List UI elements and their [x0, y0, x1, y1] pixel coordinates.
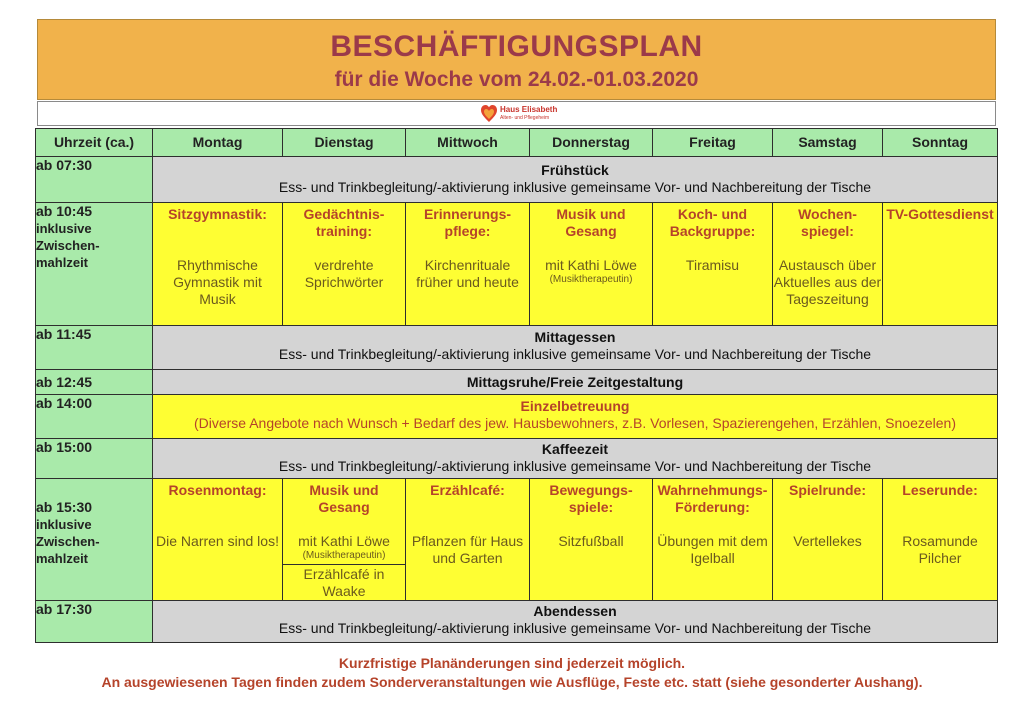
single-care-cell	[153, 395, 998, 439]
activity-desc: Pflanzen für Haus und Garten	[411, 533, 524, 566]
activity-cell	[883, 203, 998, 326]
meal-cell	[153, 157, 998, 203]
table-row	[36, 395, 998, 439]
activity-desc: Austausch über Aktuelles aus der Tageszeitung	[773, 257, 882, 307]
table-row	[36, 203, 998, 326]
service-text: Ess- und Trinkbegleitung/-aktivierung inklusive gemeinsame Vor- und Nachbereitung der Tische	[278, 179, 872, 195]
activity-title: Spielrunde:	[788, 482, 866, 498]
table-row	[36, 326, 998, 370]
activity-desc: Sitzfußball	[558, 533, 624, 549]
logo	[481, 105, 557, 123]
table-row	[36, 157, 998, 203]
activity-title: TV-Gottesdienst	[886, 206, 994, 222]
activity-desc: Kirchenrituale früher und heute	[416, 257, 519, 290]
time-cell	[36, 203, 153, 326]
activity-title: Bewegungs-spiele:	[549, 482, 633, 515]
activity-title: Erinnerungs-pflege:	[423, 206, 512, 239]
time-line: mahlzeit	[36, 255, 89, 270]
time-cell	[36, 479, 153, 601]
time-line: inklusive	[36, 221, 92, 236]
day-header: Samstag	[773, 129, 883, 157]
header-row	[36, 129, 998, 157]
activity-title: Koch- und Backgruppe:	[669, 206, 756, 239]
meal-cell	[153, 326, 998, 370]
activity-desc: mit Kathi Löwe	[298, 533, 390, 549]
activity-cell	[883, 479, 998, 601]
activity-desc: Tiramisu	[685, 257, 740, 273]
table-row	[36, 439, 998, 479]
heart-logo-icon	[481, 105, 497, 123]
activity-cell	[153, 203, 283, 326]
service-text: Ess- und Trinkbegleitung/-aktivierung inklusive gemeinsame Vor- und Nachbereitung der Tische	[278, 458, 872, 474]
activity-desc: mit Kathi Löwe	[545, 257, 637, 273]
time-cell: ab 12:45	[36, 370, 153, 395]
logo-tagline: Alten- und Pflegeheim	[500, 115, 550, 121]
meal-cell	[153, 601, 998, 643]
page-subtitle: für die Woche vom 24.02.-01.03.2020	[334, 68, 699, 91]
logo-band	[37, 101, 996, 126]
plan-header	[37, 19, 996, 100]
day-header: Sonntag	[883, 129, 998, 157]
time-cell: ab 07:30	[36, 157, 153, 203]
activity-desc: Die Narren sind los!	[156, 533, 279, 549]
page-title: BESCHÄFTIGUNGSPLAN	[330, 30, 703, 63]
activity-desc: (Diverse Angebote nach Wunsch + Bedarf des jew. Hausbewohners, z.B. Vorlesen, Spazierengehen, Erzählen, Snoezelen)	[193, 415, 957, 431]
activity-cell	[653, 203, 773, 326]
meal-cell	[153, 370, 998, 395]
service-text: Ess- und Trinkbegleitung/-aktivierung inklusive gemeinsame Vor- und Nachbereitung der Tische	[278, 620, 872, 636]
time-line: ab 15:30	[36, 499, 93, 515]
activity-desc: Vertellekes	[793, 533, 862, 549]
activity-cell	[653, 479, 773, 601]
activity-title: Rosenmontag:	[168, 482, 267, 498]
activity-cell	[773, 479, 883, 601]
activity-cell	[153, 479, 283, 601]
time-header: Uhrzeit (ca.)	[36, 129, 153, 157]
activity-title: Gedächtnis-training:	[303, 206, 385, 239]
day-header: Donnerstag	[530, 129, 653, 157]
time-line: Zwischen-	[36, 534, 100, 549]
activity-title: Leserunde:	[902, 482, 978, 498]
activity-title: Einzelbetreuung	[520, 398, 630, 414]
logo-name: Haus Elisabeth	[500, 105, 558, 114]
activity-cell	[773, 203, 883, 326]
activity-desc: verdrehte Sprichwörter	[304, 257, 384, 290]
activity-cell	[530, 479, 653, 601]
meal-title: Mittagessen	[534, 329, 616, 345]
activity-desc: Rhythmische Gymnastik mit Musik	[173, 257, 262, 307]
activity-cell	[406, 203, 530, 326]
time-cell: ab 15:00	[36, 439, 153, 479]
time-line: ab 10:45	[36, 203, 93, 219]
meal-cell	[153, 439, 998, 479]
activity-title: Erzählcafé:	[430, 482, 505, 498]
activity-note: (Musiktherapeutin)	[549, 274, 633, 285]
activity-desc: Rosamunde Pilcher	[902, 533, 978, 566]
activity-extra: Erzählcafé in Waake	[283, 564, 405, 600]
schedule-table	[35, 128, 998, 643]
activity-title: Sitzgymnastik:	[168, 206, 267, 222]
footer-notes	[0, 654, 1024, 692]
service-text: Ess- und Trinkbegleitung/-aktivierung inklusive gemeinsame Vor- und Nachbereitung der Tische	[278, 346, 872, 362]
activity-desc: Übungen mit dem Igelball	[657, 533, 768, 566]
time-cell: ab 14:00	[36, 395, 153, 439]
day-header: Dienstag	[283, 129, 406, 157]
activity-cell	[406, 479, 530, 601]
activity-note: (Musiktherapeutin)	[302, 550, 386, 561]
meal-title: Frühstück	[541, 162, 609, 178]
activity-cell	[283, 479, 406, 601]
day-header: Montag	[153, 129, 283, 157]
time-cell: ab 11:45	[36, 326, 153, 370]
table-row	[36, 601, 998, 643]
time-line: inklusive	[36, 517, 92, 532]
activity-cell	[530, 203, 653, 326]
activity-cell	[283, 203, 406, 326]
time-line: mahlzeit	[36, 551, 89, 566]
footer-line: Kurzfristige Planänderungen sind jederzeit möglich.	[338, 655, 686, 671]
activity-title: Wochen-spiegel:	[798, 206, 857, 239]
time-cell: ab 17:30	[36, 601, 153, 643]
day-header: Freitag	[653, 129, 773, 157]
table-row	[36, 370, 998, 395]
footer-line: An ausgewiesenen Tagen finden zudem Sonderveranstaltungen wie Ausflüge, Feste etc. statt (siehe gesonderter Aushang).	[101, 674, 923, 690]
activity-title: Wahrnehmungs-Förderung:	[657, 482, 768, 515]
time-line: Zwischen-	[36, 238, 100, 253]
table-row	[36, 479, 998, 601]
meal-title: Kaffeezeit	[541, 441, 609, 457]
day-header: Mittwoch	[406, 129, 530, 157]
meal-title: Mittagsruhe/Freie Zeitgestaltung	[466, 373, 684, 390]
activity-title: Musik und Gesang	[309, 482, 379, 515]
meal-title: Abendessen	[533, 603, 617, 619]
activity-title: Musik und Gesang	[556, 206, 626, 239]
